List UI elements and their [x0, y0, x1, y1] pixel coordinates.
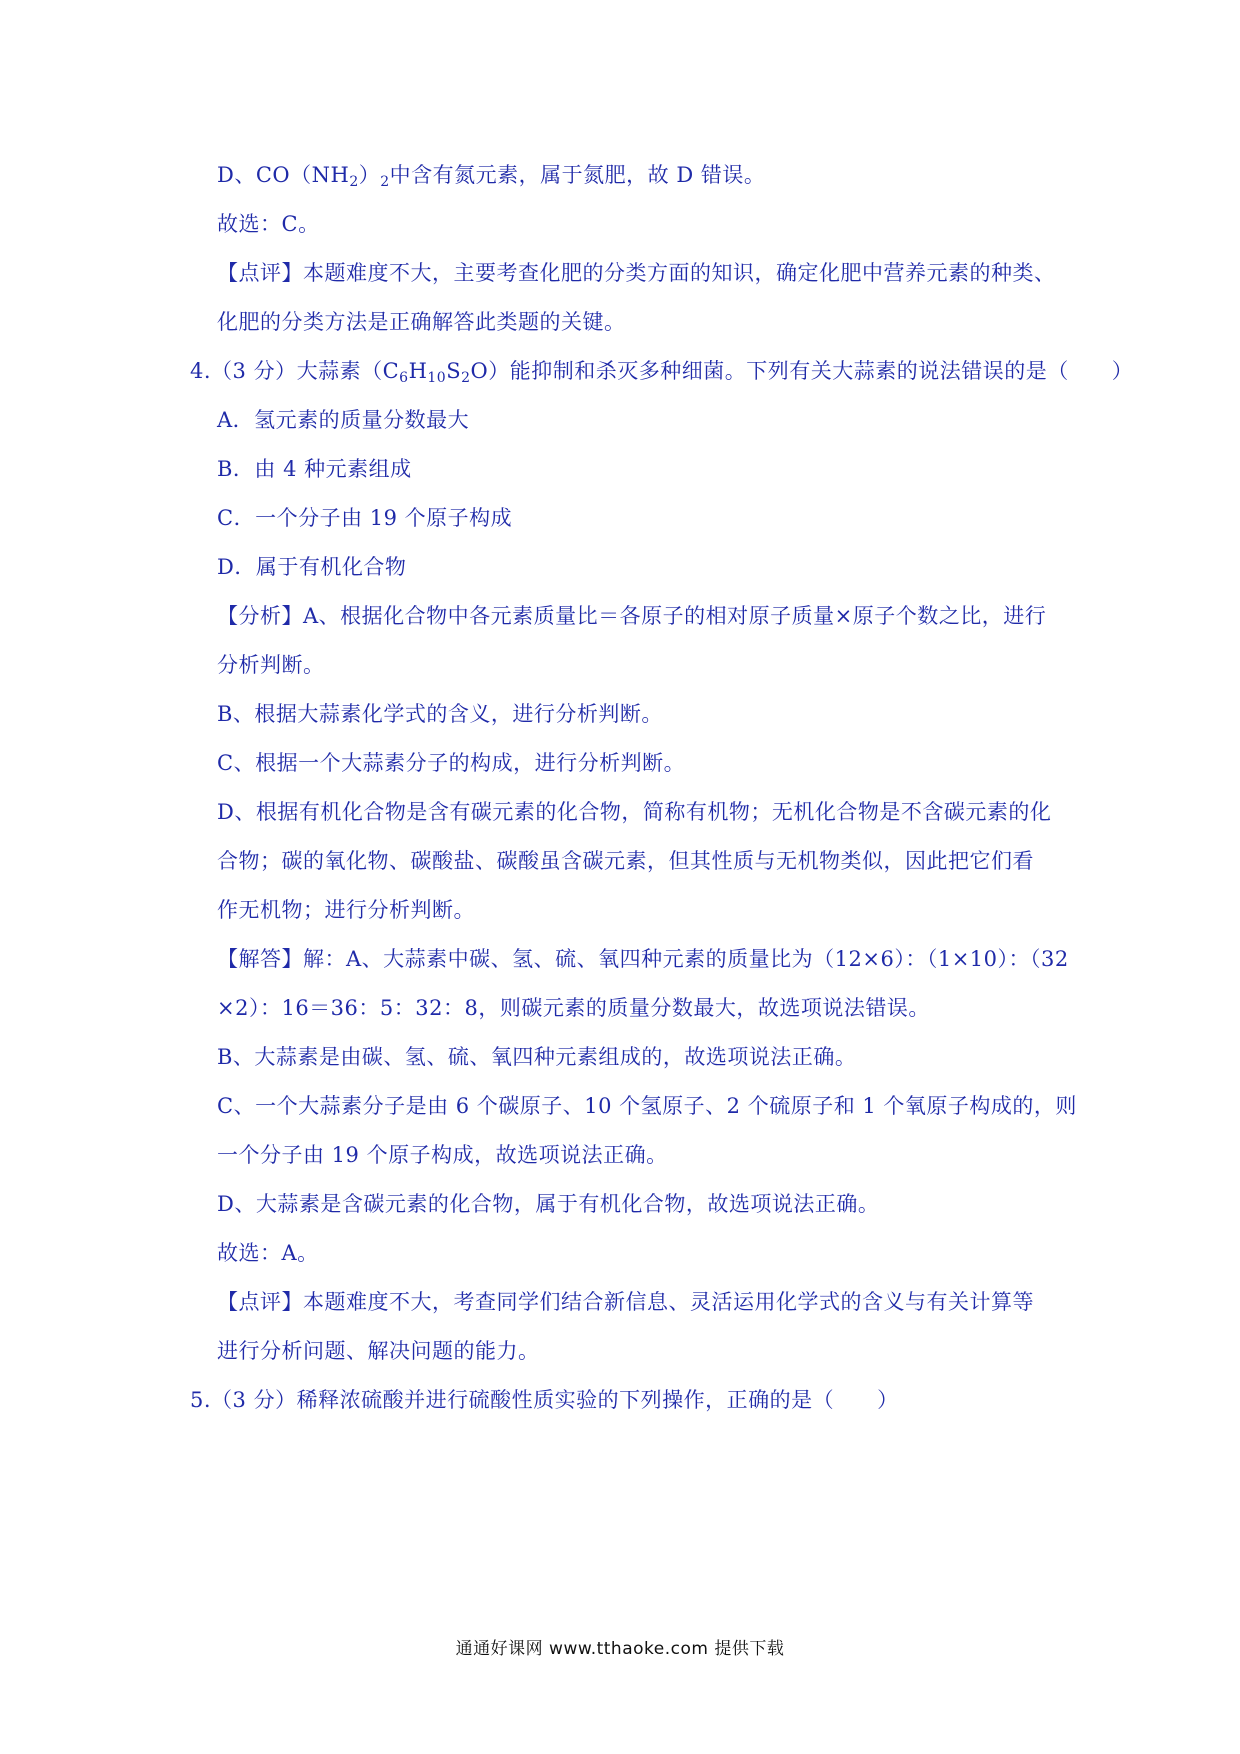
analysis-line: 合物；碳的氧化物、碳酸盐、碳酸虽含碳元素，但其性质与无机物类似，因此把它们看	[217, 849, 1034, 873]
option-c: C．一个分子由 19 个原子构成	[217, 506, 513, 530]
subscript: 6	[399, 370, 409, 386]
text-span: H	[408, 359, 428, 383]
solution-line: 一个分子由 19 个原子构成，故选项说法正确。	[217, 1143, 668, 1167]
comment-line	[217, 1287, 1034, 1317]
text-span: 解：A、大蒜素中碳、氢、硫、氧四种元素的质量比为（12×6）：（1×10）：（32	[303, 947, 1069, 971]
option-a: A．氢元素的质量分数最大	[217, 408, 470, 432]
comment-line	[217, 258, 1056, 288]
analysis-line: 作无机物；进行分析判断。	[217, 898, 475, 922]
text-span: 本题难度不大，主要考查化肥的分类方面的知识，确定化肥中营养元素的种类、	[303, 261, 1056, 285]
solution-line: D、大蒜素是含碳元素的化合物，属于有机化合物，故选项说法正确。	[217, 1192, 880, 1216]
text-span: ）	[358, 163, 381, 187]
question-5-stem: 5.（3 分）稀释浓硫酸并进行硫酸性质实验的下列操作，正确的是（ ）	[190, 1388, 899, 1412]
page-footer: 通通好课网 www.tthaoke.com 提供下载	[455, 1639, 785, 1659]
text-span: O）能抑制和杀灭多种细菌。下列有关大蒜素的说法错误的是（ ）	[470, 359, 1134, 383]
solution-line: C、一个大蒜素分子是由 6 个碳原子、10 个氢原子、2 个硫原子和 1 个氧原子构成的，则	[217, 1094, 1077, 1118]
analysis-line: 分析判断。	[217, 653, 325, 677]
comment-tag: 【点评】	[217, 261, 303, 285]
analysis-line	[217, 601, 1046, 631]
comment-line: 进行分析问题、解决问题的能力。	[217, 1339, 540, 1363]
text-span: D、CO（NH	[217, 163, 350, 187]
subscript: 2	[380, 174, 390, 190]
comment-tag: 【点评】	[217, 1290, 303, 1314]
option-d: D．属于有机化合物	[217, 555, 407, 579]
text-span: S	[446, 359, 462, 383]
analysis-line: B、根据大蒜素化学式的含义，进行分析判断。	[217, 702, 663, 726]
subscript: 10	[427, 370, 447, 386]
analysis-tag: 【分析】	[217, 604, 303, 628]
answer-choice-line: 故选：C。	[217, 212, 320, 236]
question-4-stem	[190, 356, 1133, 386]
comment-line: 化肥的分类方法是正确解答此类题的关键。	[217, 310, 626, 334]
text-span: A、根据化合物中各元素质量比＝各原子的相对原子质量×原子个数之比，进行	[303, 604, 1047, 628]
analysis-line: D、根据有机化合物是含有碳元素的化合物，简称有机物；无机化合物是不含碳元素的化	[217, 800, 1052, 824]
solution-line: 故选：A。	[217, 1241, 319, 1265]
subscript: 2	[349, 174, 359, 190]
analysis-line: C、根据一个大蒜素分子的构成，进行分析判断。	[217, 751, 686, 775]
text-span: 本题难度不大，考查同学们结合新信息、灵活运用化学式的含义与有关计算等	[303, 1290, 1034, 1314]
answer-line	[217, 160, 765, 190]
solution-line: B、大蒜素是由碳、氢、硫、氧四种元素组成的，故选项说法正确。	[217, 1045, 857, 1069]
solution-tag: 【解答】	[217, 947, 303, 971]
text-span: 4.（3 分）大蒜素（C	[190, 359, 400, 383]
subscript: 2	[461, 370, 471, 386]
text-span: 中含有氮元素，属于氮肥，故 D 错误。	[389, 163, 766, 187]
solution-line: ×2）：16＝36：5：32：8，则碳元素的质量分数最大，故选项说法错误。	[217, 996, 930, 1020]
solution-line	[217, 944, 1069, 974]
option-b: B．由 4 种元素组成	[217, 457, 412, 481]
